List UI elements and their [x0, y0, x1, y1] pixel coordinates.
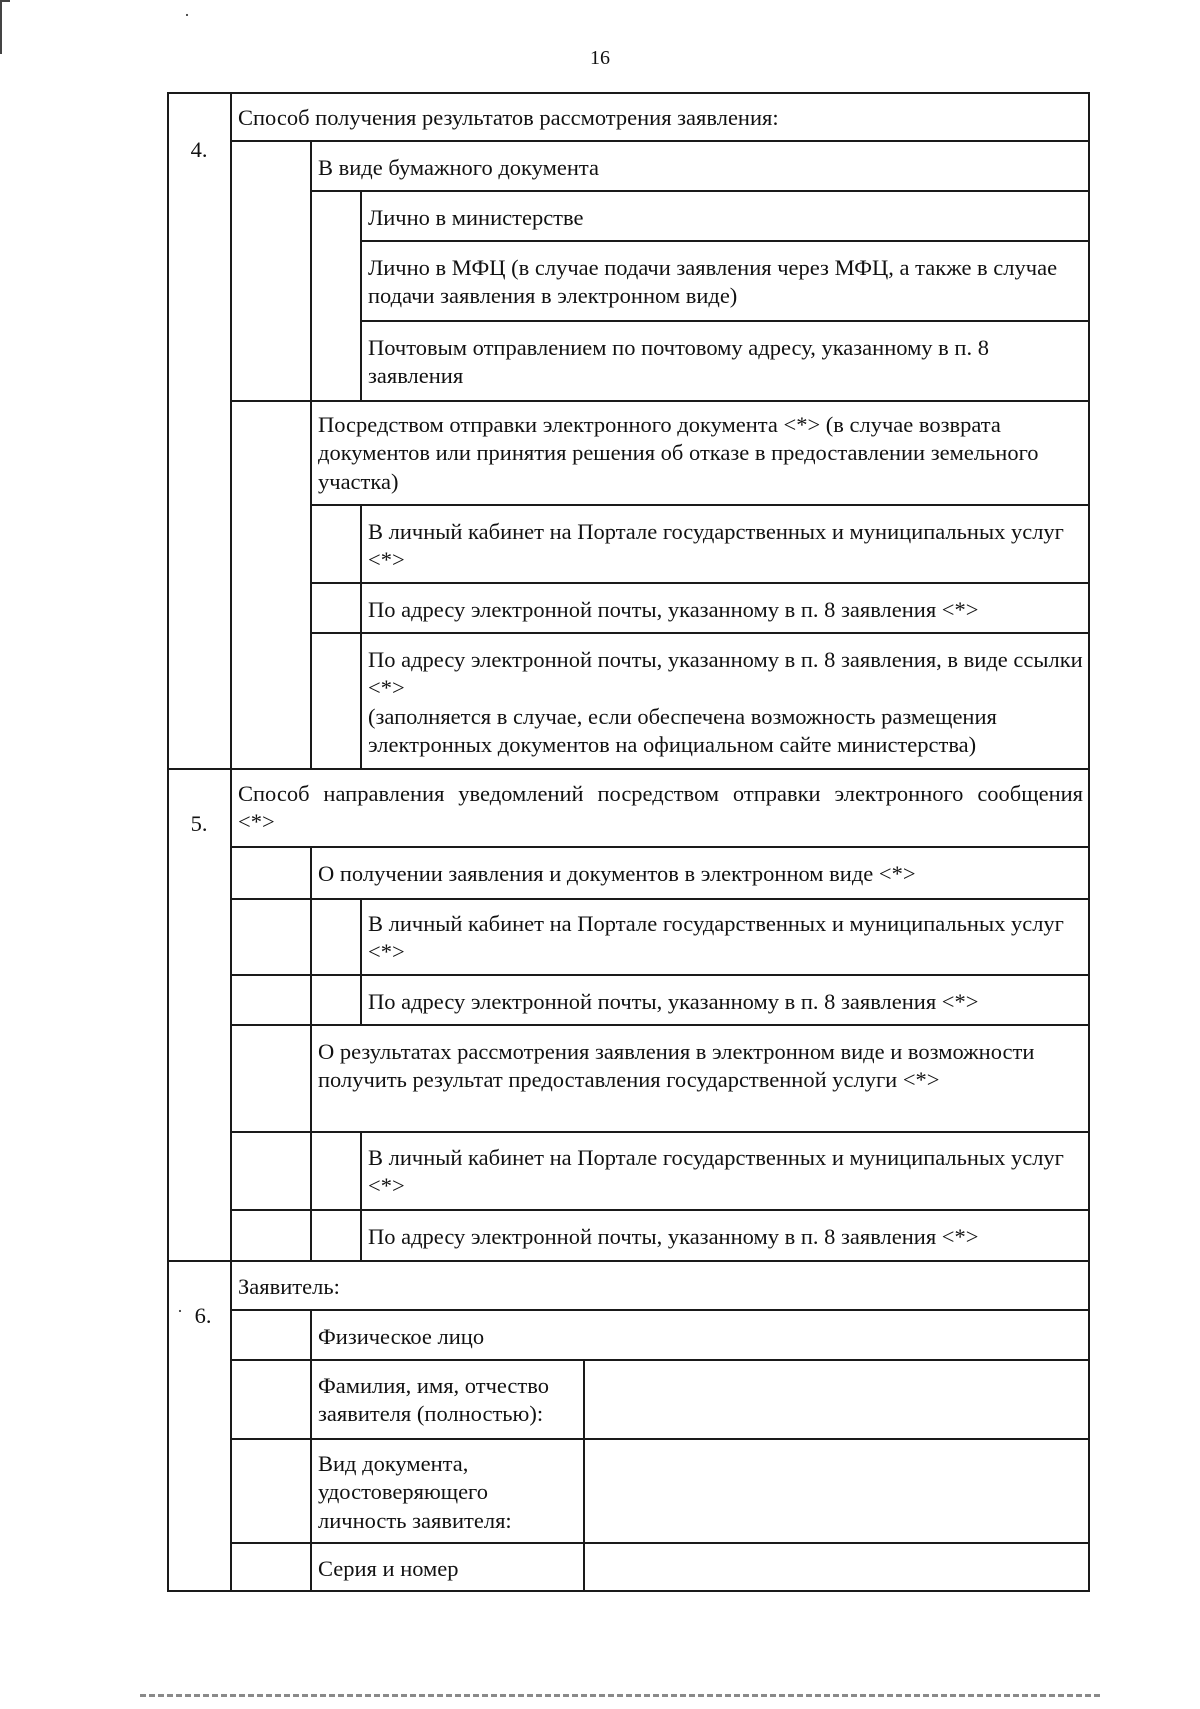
section-title: Способ получения результатов рассмотрения заявления: — [238, 105, 779, 130]
option-results-email: По адресу электронной почты, указанному в п. 8 заявления <*> — [368, 1224, 979, 1249]
id-doc-label: Вид документа, удостоверяющего личность заявителя: — [318, 1451, 512, 1533]
option-paper: В виде бумажного документа — [318, 155, 599, 180]
full-name-label: Фамилия, имя, отчество заявителя (полностью): — [318, 1373, 549, 1427]
option-electronic: Посредством отправки электронного документа <*> (в случае возврата документов или принятия решения об отказе в предоставлении земельного участка) — [318, 412, 1039, 494]
checkbox-results-email[interactable] — [312, 1211, 359, 1258]
option-receipt-cabinet: В личный кабинет на Портале государственных и муниципальных услуг <*> — [368, 911, 1064, 965]
scan-speck: · — [184, 5, 190, 25]
option-personal-ministry: Лично в министерстве — [368, 205, 584, 230]
full-name-field[interactable] — [585, 1361, 1087, 1436]
checkbox-individual[interactable] — [232, 1311, 309, 1357]
scan-speck: · — [177, 1301, 183, 1321]
option-receipt: О получении заявления и документов в электронном виде <*> — [318, 861, 916, 886]
option-results: О результатах рассмотрения заявления в электронном виде и возможности получить результат предоставления государственной услуги <*> — [318, 1039, 1035, 1093]
checkbox-receipt-email[interactable] — [312, 976, 359, 1022]
option-el-cabinet: В личный кабинет на Портале государственных и муниципальных услуг <*> — [368, 519, 1064, 573]
option-el-email-link — [368, 646, 1083, 759]
option-el-email-link-label: По адресу электронной почты, указанному в п. 8 заявления, в виде ссылки <*> — [368, 647, 1083, 701]
checkbox-receipt-cabinet[interactable] — [312, 900, 359, 972]
section-number: 6. — [194, 1303, 212, 1328]
series-label: Серия и номер — [318, 1556, 459, 1581]
checkbox-receipt[interactable] — [232, 848, 309, 896]
scan-corner-mark — [0, 0, 10, 54]
checkbox-personal-mfc[interactable] — [312, 242, 359, 318]
option-post: Почтовым отправлением по почтовому адресу, указанному в п. 8 заявления — [368, 335, 989, 389]
checkbox-results-cabinet[interactable] — [312, 1133, 359, 1207]
option-individual: Физическое лицо — [318, 1324, 485, 1349]
id-doc-field[interactable] — [585, 1440, 1087, 1540]
checkbox-el-cabinet[interactable] — [312, 506, 359, 580]
section-title: Заявитель: — [238, 1274, 340, 1299]
option-results-cabinet: В личный кабинет на Портале государственных и муниципальных услуг <*> — [368, 1145, 1064, 1199]
option-el-email-link-note: (заполняется в случае, если обеспечена возможность размещения электронных документов на официальном сайте министерства) — [368, 703, 997, 758]
section-title: Способ направления уведомлений посредством отправки электронного сообщения <*> — [238, 781, 1083, 835]
option-el-email: По адресу электронной почты, указанному в п. 8 заявления <*> — [368, 597, 979, 622]
checkbox-personal-ministry[interactable] — [312, 192, 359, 238]
series-field[interactable] — [585, 1544, 1087, 1589]
section-number: 5. — [190, 811, 208, 836]
checkbox-el-email-link[interactable] — [312, 634, 359, 766]
checkbox-paper[interactable] — [232, 142, 309, 188]
checkbox-electronic[interactable] — [232, 402, 309, 502]
checkbox-el-email[interactable] — [312, 584, 359, 630]
scan-footer-line — [140, 1694, 1100, 1697]
section-number: 4. — [190, 137, 208, 162]
option-personal-mfc: Лично в МФЦ (в случае подачи заявления через МФЦ, а также в случае подачи заявления в электронном виде) — [368, 255, 1058, 309]
option-receipt-email: По адресу электронной почты, указанному в п. 8 заявления <*> — [368, 989, 979, 1014]
page-number: 16 — [590, 47, 610, 69]
checkbox-results[interactable] — [232, 1026, 309, 1129]
checkbox-post[interactable] — [312, 322, 359, 398]
